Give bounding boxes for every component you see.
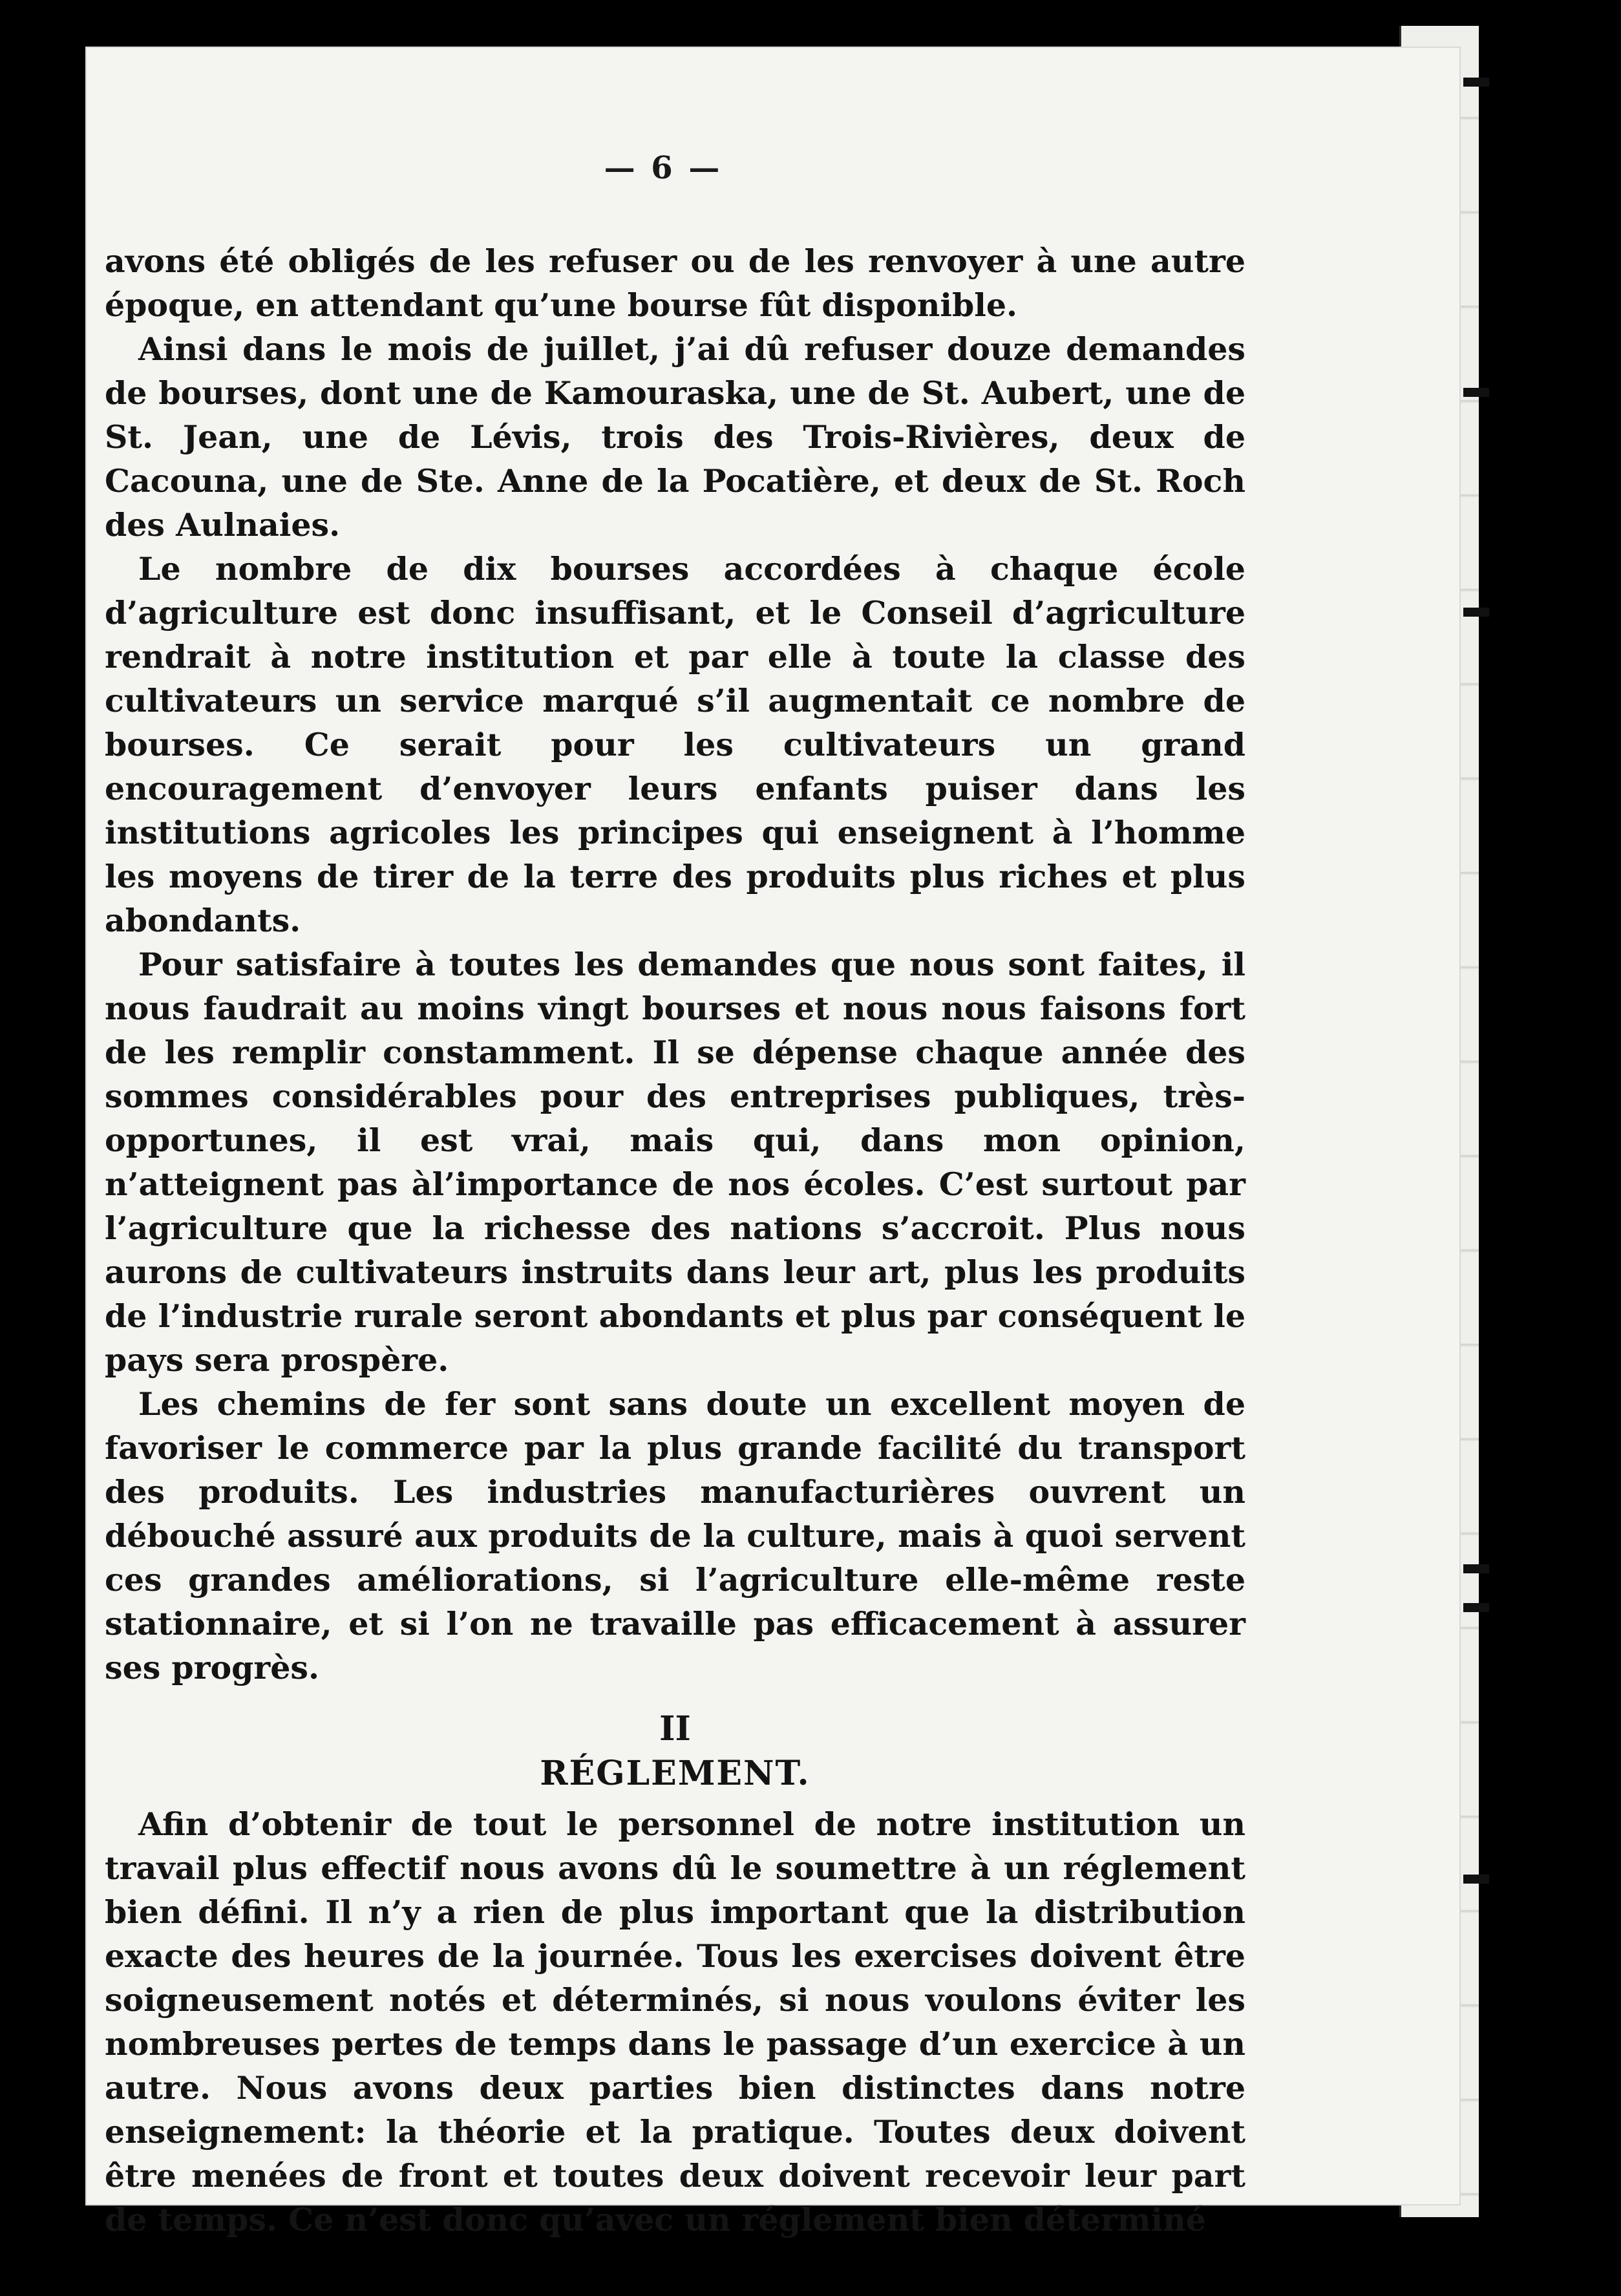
paragraph: Afin d’obtenir de tout le personnel de notre institution un travail plus effectif nous avons dû le soumettre à un réglement bien défini. Il n’y a rien de plus important que la distribution exacte des heures de la journée. Tous les exercises doivent être soigneusement notés et déterminés, si nous voulons éviter les nombreuses pertes de temps dans le passage d’un exercice à un autre. Nous avons deux parties bien distinctes dans notre enseignement: la théorie et la pratique. Toutes deux doivent être menées de front et toutes deux doivent recevoir leur part de temps. Ce n’est donc qu’avec un réglement bien déterminé [105, 1805, 1245, 2238]
section-number: II [659, 1709, 691, 1749]
paragraph: Ainsi dans le mois de juillet, j’ai dû refuser douze demandes de bourses, dont une de Kamouraska, une de St. Aubert, une de St. Jean, une de Lévis, trois des Trois-Rivières, deux de Cacouna, une de Ste. Anne de la Pocatière, et deux de St. Roch des Aulnaies. [105, 330, 1245, 544]
page-number: — 6 — [604, 150, 723, 186]
paragraph: Pour satisfaire à toutes les demandes que nous sont faites, il nous faudrait au moins vingt bourses et nous nous faisons fort de les remplir constamment. Il se dépense chaque année des sommes considérables pour des entreprises publiques, très-opportunes, il est vrai, mais qui, dans mon opinion, n’atteignent pas àl’importance de nos écoles. C’est surtout par l’agriculture que la richesse des nations s’accroit. Plus nous aurons de cultivateurs instruits dans leur art, plus les produits de l’industrie rurale seront abondants et plus par conséquent le pays sera prospère. [105, 946, 1245, 1379]
binding-tab [1463, 1875, 1489, 1884]
body-text [105, 239, 1245, 2242]
binding-tab [1463, 608, 1489, 617]
paragraph: Le nombre de dix bourses accordées à chaque école d’agriculture est donc insuffisant, et le Conseil d’agriculture rendrait à notre institution et par elle à toute la classe des cultivateurs un service marqué s’il augmentait ce nombre de bourses. Ce serait pour les cultivateurs un grand encouragement d’envoyer leurs enfants puiser dans les institutions agricoles les principes qui enseignent à l’homme les moyens de tirer de la terre des produits plus riches et plus abondants. [105, 550, 1245, 939]
binding-tab [1463, 1603, 1489, 1612]
binding-tab [1463, 1564, 1489, 1573]
binding-tab [1463, 388, 1489, 397]
binding-tab [1463, 78, 1489, 87]
document-page [85, 47, 1461, 2238]
section-title: RÉGLEMENT. [540, 1754, 811, 1793]
paragraph: avons été obligés de les refuser ou de les renvoyer à une autre époque, en attendant qu’une bourse fût disponible. [105, 242, 1245, 324]
paragraph: Les chemins de fer sont sans doute un excellent moyen de favoriser le commerce par la plus grande facilité du transport des produits. Les industries manufacturières ouvrent un débouché assuré aux produits de la culture, mais à quoi servent ces grandes améliorations, si l’agriculture elle-même reste stationnaire, et si l’on ne travaille pas efficacement à assurer ses progrès. [105, 1385, 1245, 1686]
